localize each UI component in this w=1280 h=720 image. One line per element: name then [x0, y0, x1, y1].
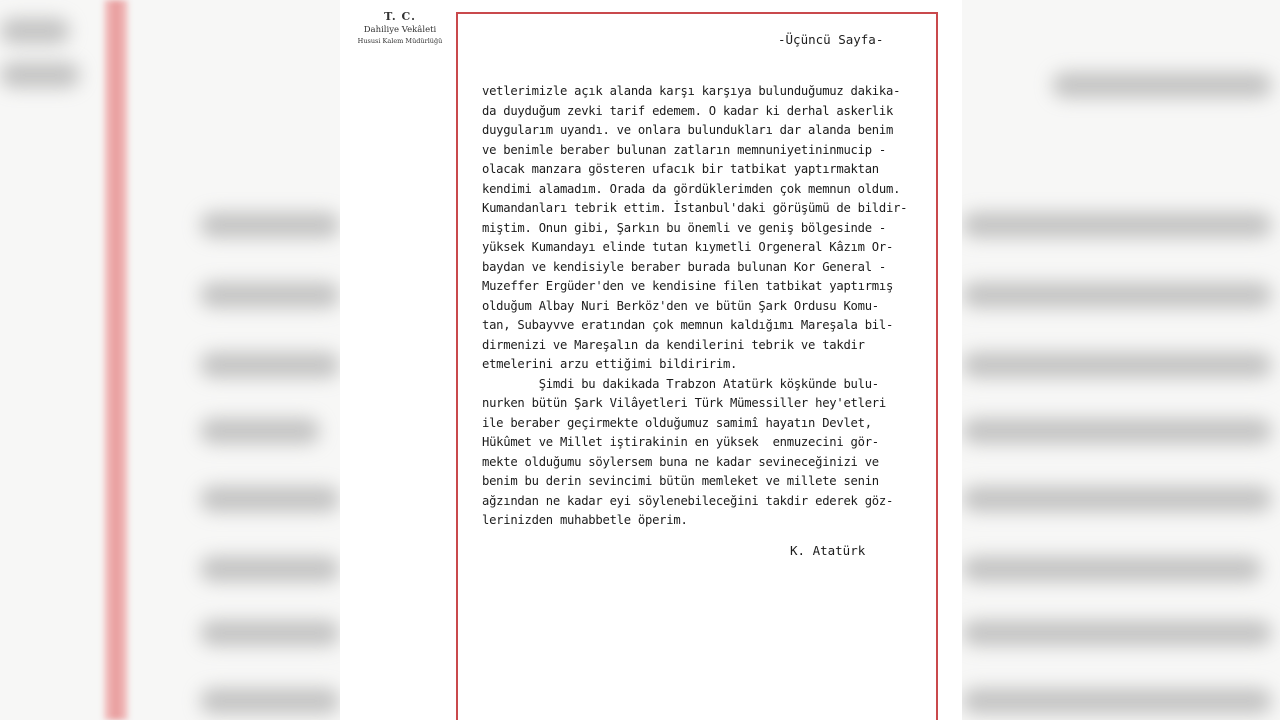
text-line: Muzeffer Ergüder'den ve kendisine filen tatbikat yaptırmış	[482, 279, 894, 293]
blurred-background-right	[962, 0, 1280, 720]
blurred-text-line	[1052, 72, 1272, 98]
text-line: kendimi alamadım. Orada da gördüklerimden çok memnun oldum.	[482, 181, 901, 196]
text-line: dirmenizi ve Mareşalın da kendilerini tebrik ve takdir	[482, 337, 865, 352]
blurred-text-line	[0, 62, 80, 88]
letter-body	[482, 82, 952, 531]
blurred-text-line	[962, 352, 1272, 378]
letterhead-emblem: T. C.	[384, 10, 416, 23]
text-line: baydan ve kendisiyle beraber burada bulunan Kor General -	[482, 259, 886, 274]
text-line: ve benimle beraber bulunan zatların memnuniyetininmucip -	[482, 142, 886, 157]
text-line: yüksek Kumandayı elinde tutan kıymetli Orgeneral Kâzım Or-	[482, 240, 894, 254]
blurred-text-line	[200, 212, 340, 238]
letterhead-ministry: Dahiliye Vekâleti	[363, 25, 437, 35]
text-line: Şimdi bu dakikada Trabzon Atatürk köşkünde bulu-	[482, 376, 879, 391]
text-line: duygularım uyandı. ve onlara bulundukları dar alanda benim	[482, 123, 894, 137]
blurred-text-line	[962, 688, 1272, 714]
blurred-text-line	[962, 486, 1272, 512]
text-line: Hükûmet ve Millet iştirakinin en yüksek enmuzecini gör-	[482, 435, 879, 449]
text-line: mekte olduğumu söylersem buna ne kadar sevineceğinizi ve	[482, 454, 879, 469]
blurred-background-left	[0, 0, 340, 720]
text-line: tan, Subayvve eratından çok memnun kaldığımı Mareşala bil-	[482, 318, 894, 332]
blurred-text-line	[200, 556, 340, 582]
text-line: ağzından ne kadar eyi söylenebileceğini takdir ederek göz-	[482, 493, 894, 508]
text-line: lerinizden muhabbetle öperim.	[482, 513, 688, 527]
blurred-text-line	[962, 282, 1272, 308]
blurred-text-line	[200, 418, 320, 444]
blurred-text-line	[962, 556, 1262, 582]
blurred-text-line	[0, 18, 70, 44]
text-line: ile beraber geçirmekte olduğumuz samimî hayatın Devlet,	[482, 415, 872, 430]
blurred-text-line	[200, 688, 340, 714]
text-line: benim bu derin sevincimi bütün memleket ve millete senin	[482, 474, 879, 488]
text-line: olacak manzara gösteren ufacık bir tatbikat yaptırmaktan	[482, 162, 879, 176]
letterhead-department: Hususi Kalem Müdürlüğü	[357, 37, 443, 45]
blurred-text-line	[200, 620, 340, 646]
blurred-text-line	[962, 620, 1272, 646]
blurred-page-edge	[104, 0, 128, 720]
page-number-label: -Üçüncü Sayfa-	[778, 32, 884, 47]
text-line: nurken bütün Şark Vilâyetleri Türk Mümessiller hey'etleri	[482, 396, 886, 410]
blurred-text-line	[200, 352, 340, 378]
blurred-text-line	[962, 418, 1272, 444]
letterhead	[350, 10, 450, 46]
blurred-text-line	[962, 212, 1272, 238]
blurred-text-line	[200, 282, 340, 308]
blurred-text-line	[200, 486, 340, 512]
text-line: Kumandanları tebrik ettim. İstanbul'daki görüşümü de bildir-	[482, 201, 908, 215]
text-line: etmelerini arzu ettiğimi bildiririm.	[482, 357, 738, 371]
signature: K. Atatürk	[790, 543, 866, 558]
text-line: miştim. Onun gibi, Şarkın bu önemli ve geniş bölgesinde -	[482, 220, 886, 235]
text-line: olduğum Albay Nuri Berköz'den ve bütün Şark Ordusu Komu-	[482, 298, 879, 313]
text-line: da duyduğum zevki tarif edemem. O kadar ki derhal askerlik	[482, 103, 894, 118]
text-line: vetlerimizle açık alanda karşı karşıya bulunduğumuz dakika-	[482, 84, 901, 98]
